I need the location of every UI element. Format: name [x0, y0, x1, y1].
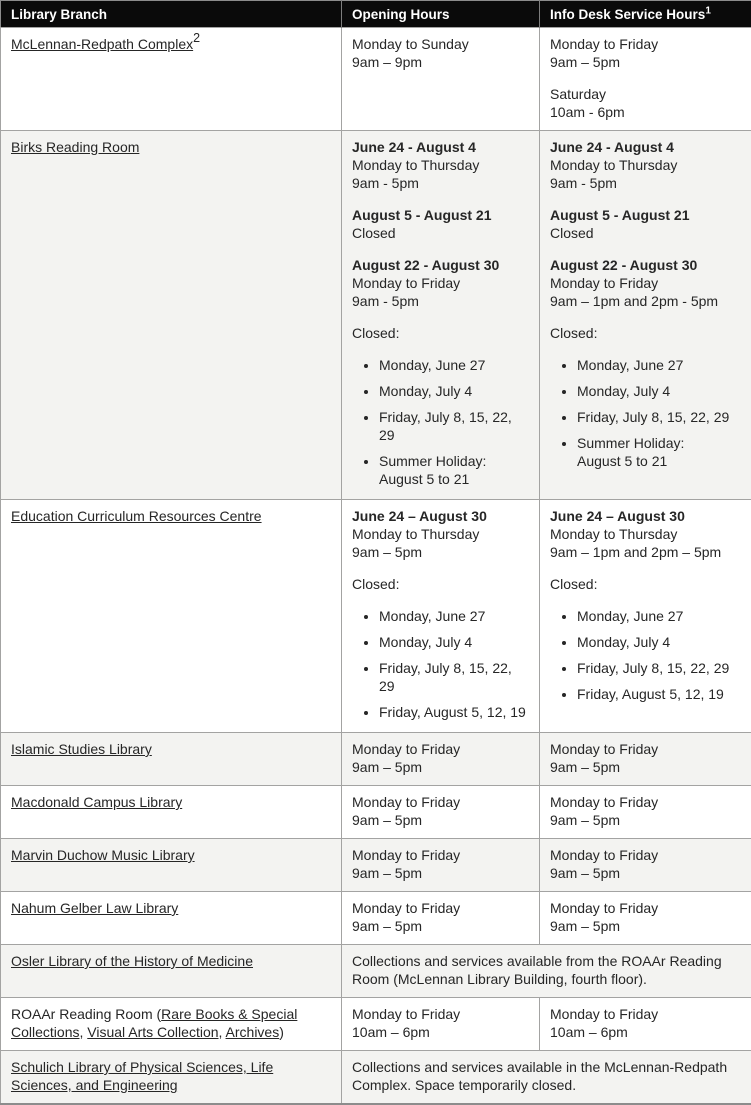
hours-text: Monday to Thursday — [352, 526, 479, 542]
branch-text: , — [219, 1024, 226, 1040]
hours-paragraph — [352, 206, 529, 242]
hours-text: Monday to Friday — [550, 1006, 658, 1022]
date-range-label: June 24 - August 4 — [352, 139, 476, 155]
branch-cell — [1, 1051, 342, 1105]
col-header-library-branch — [1, 1, 342, 28]
hours-text: 9am – 5pm — [550, 918, 620, 934]
opening-hours-cell — [342, 131, 540, 500]
hours-text: 9am – 9pm — [352, 54, 422, 70]
table-row — [1, 500, 751, 733]
hours-text: Closed: — [550, 576, 597, 592]
date-range-label: August 5 - August 21 — [550, 207, 690, 223]
hours-paragraph — [550, 899, 741, 935]
note-cell — [342, 1051, 751, 1105]
closed-date-item: • Friday, July 8, 15, 22, 29 — [379, 659, 529, 695]
opening-hours-cell — [342, 998, 540, 1051]
branch-link[interactable]: Islamic Studies Library — [11, 741, 152, 757]
table-row — [1, 786, 751, 839]
hours-paragraph — [550, 138, 741, 192]
hours-text: Monday to Friday — [352, 847, 460, 863]
closed-date-item: • Monday, July 4 — [379, 382, 529, 400]
branch-text: ) — [279, 1024, 284, 1040]
hours-text: 9am – 5pm — [352, 759, 422, 775]
hours-text: 9am – 5pm — [352, 865, 422, 881]
branch-cell — [1, 998, 342, 1051]
hours-paragraph — [352, 35, 529, 71]
branch-link[interactable]: Marvin Duchow Music Library — [11, 847, 195, 863]
closed-date-item: • Friday, July 8, 15, 22, 29 — [379, 408, 529, 444]
hours-paragraph — [352, 324, 529, 342]
closed-date-item: • Monday, July 4 — [379, 633, 529, 651]
branch-link[interactable]: Schulich Library of Physical Sciences, Life Sciences, and Engineering — [11, 1059, 273, 1093]
branch-cell — [1, 733, 342, 786]
closed-date-item: • Monday, June 27 — [379, 356, 529, 374]
header-row — [1, 1, 751, 28]
hours-paragraph — [352, 256, 529, 310]
hours-text: 9am – 5pm — [352, 918, 422, 934]
hours-text: Monday to Friday — [352, 275, 460, 291]
date-range-label: June 24 – August 30 — [352, 508, 487, 524]
hours-paragraph — [550, 575, 741, 593]
hours-text: Monday to Thursday — [550, 157, 677, 173]
hours-paragraph — [352, 575, 529, 593]
closed-date-item: • Friday, August 5, 12, 19 — [379, 703, 529, 721]
hours-paragraph — [352, 793, 529, 829]
hours-text: 9am – 5pm — [352, 812, 422, 828]
hours-paragraph — [550, 85, 741, 121]
note-cell — [342, 945, 751, 998]
closed-dates-list — [550, 356, 741, 470]
branch-link[interactable]: Nahum Gelber Law Library — [11, 900, 178, 916]
col-header-label: Library Branch — [11, 7, 107, 22]
hours-text: 9am - 5pm — [550, 175, 617, 191]
branch-text: , — [79, 1024, 87, 1040]
branch-cell — [1, 28, 342, 131]
branch-link[interactable]: Osler Library of the History of Medicine — [11, 953, 253, 969]
hours-paragraph — [352, 1005, 529, 1041]
hours-text: 9am – 5pm — [352, 544, 422, 560]
hours-paragraph — [550, 507, 741, 561]
info-desk-hours-cell — [540, 839, 751, 892]
closed-dates-list — [352, 356, 529, 488]
closed-dates-list — [352, 607, 529, 721]
table-row — [1, 839, 751, 892]
hours-text: 10am – 6pm — [352, 1024, 430, 1040]
col-header-info-desk-hours — [540, 1, 751, 28]
opening-hours-cell — [342, 733, 540, 786]
branch-link[interactable]: McLennan-Redpath Complex — [11, 36, 193, 52]
hours-paragraph — [550, 740, 741, 776]
hours-text: Monday to Friday — [550, 36, 658, 52]
hours-text: 9am - 5pm — [352, 293, 419, 309]
info-desk-hours-cell — [540, 786, 751, 839]
closed-date-item: • Summer Holiday: August 5 to 21 — [577, 434, 741, 470]
branch-link[interactable]: Rare Books & Special Collections — [11, 1006, 297, 1040]
hours-text: Closed — [550, 225, 594, 241]
info-desk-hours-cell — [540, 998, 751, 1051]
opening-hours-cell — [342, 500, 540, 733]
hours-text: Monday to Thursday — [550, 526, 677, 542]
table-row — [1, 945, 751, 998]
branch-link[interactable]: Macdonald Campus Library — [11, 794, 182, 810]
hours-text: Closed — [352, 225, 396, 241]
table-row — [1, 998, 751, 1051]
hours-text: Closed: — [352, 325, 399, 341]
col-header-label: Opening Hours — [352, 7, 450, 22]
closed-date-item: • Summer Holiday: August 5 to 21 — [379, 452, 529, 488]
hours-paragraph — [550, 846, 741, 882]
hours-paragraph — [352, 846, 529, 882]
hours-paragraph — [550, 206, 741, 242]
table-row — [1, 28, 751, 131]
opening-hours-cell — [342, 892, 540, 945]
hours-paragraph — [550, 793, 741, 829]
hours-paragraph — [550, 256, 741, 310]
hours-text: Monday to Sunday — [352, 36, 469, 52]
closed-dates-list — [550, 607, 741, 703]
branch-text: ROAAr Reading Room ( — [11, 1006, 161, 1022]
hours-text: 9am – 1pm and 2pm - 5pm — [550, 293, 718, 309]
hours-paragraph — [352, 507, 529, 561]
hours-text: Saturday — [550, 86, 606, 102]
hours-paragraph — [352, 1058, 741, 1094]
hours-text: Closed: — [550, 325, 597, 341]
opening-hours-cell — [342, 839, 540, 892]
hours-text: 9am – 5pm — [550, 865, 620, 881]
hours-text: 9am - 5pm — [352, 175, 419, 191]
branch-cell — [1, 945, 342, 998]
hours-paragraph — [352, 952, 741, 988]
branch-cell — [1, 131, 342, 500]
closed-date-item: • Friday, July 8, 15, 22, 29 — [577, 659, 741, 677]
branch-cell — [1, 500, 342, 733]
footnote-ref-1: 1 — [705, 6, 711, 17]
closed-date-item: • Monday, June 27 — [379, 607, 529, 625]
hours-text: Monday to Friday — [550, 741, 658, 757]
info-desk-hours-cell — [540, 500, 751, 733]
date-range-label: June 24 - August 4 — [550, 139, 674, 155]
col-header-opening-hours — [342, 1, 540, 28]
hours-text: Closed: — [352, 576, 399, 592]
table-row — [1, 733, 751, 786]
hours-text: Monday to Friday — [352, 741, 460, 757]
hours-text: Monday to Friday — [352, 794, 460, 810]
info-desk-hours-cell — [540, 733, 751, 786]
info-desk-hours-cell — [540, 131, 751, 500]
hours-text: Monday to Friday — [550, 275, 658, 291]
hours-paragraph — [550, 35, 741, 71]
hours-text: Monday to Friday — [550, 900, 658, 916]
branch-link[interactable]: Education Curriculum Resources Centre — [11, 508, 262, 524]
date-range-label: August 22 - August 30 — [352, 257, 499, 273]
closed-date-item: • Friday, July 8, 15, 22, 29 — [577, 408, 741, 426]
branch-link[interactable]: Archives — [226, 1024, 280, 1040]
branch-cell — [1, 839, 342, 892]
hours-paragraph — [352, 899, 529, 935]
footnote-ref-2: 2 — [193, 31, 200, 45]
hours-text: 9am – 1pm and 2pm – 5pm — [550, 544, 721, 560]
branch-link[interactable]: Visual Arts Collection — [87, 1024, 218, 1040]
closed-date-item: • Monday, June 27 — [577, 356, 741, 374]
hours-text: 9am – 5pm — [550, 54, 620, 70]
branch-cell — [1, 892, 342, 945]
branch-cell — [1, 786, 342, 839]
hours-text: Monday to Thursday — [352, 157, 479, 173]
hours-text: 10am - 6pm — [550, 104, 625, 120]
closed-date-item: • Monday, July 4 — [577, 633, 741, 651]
table-row — [1, 1051, 751, 1105]
opening-hours-cell — [342, 28, 540, 131]
hours-paragraph — [352, 740, 529, 776]
hours-text: 9am – 5pm — [550, 812, 620, 828]
table-row — [1, 131, 751, 500]
hours-text: 9am – 5pm — [550, 759, 620, 775]
closed-date-item: • Monday, July 4 — [577, 382, 741, 400]
col-header-label: Info Desk Service Hours — [550, 7, 705, 22]
hours-text: Collections and services available in the McLennan-Redpath Complex. Space temporarily closed. — [352, 1059, 727, 1093]
date-range-label: August 22 - August 30 — [550, 257, 697, 273]
branch-link[interactable]: Birks Reading Room — [11, 139, 139, 155]
info-desk-hours-cell — [540, 892, 751, 945]
hours-paragraph — [352, 138, 529, 192]
closed-date-item: • Monday, June 27 — [577, 607, 741, 625]
opening-hours-cell — [342, 786, 540, 839]
hours-text: Monday to Friday — [550, 794, 658, 810]
date-range-label: August 5 - August 21 — [352, 207, 492, 223]
hours-text: Monday to Friday — [550, 847, 658, 863]
hours-text: Collections and services available from the ROAAr Reading Room (McLennan Library Building, fourth floor). — [352, 953, 722, 987]
hours-paragraph — [550, 324, 741, 342]
hours-text: 10am – 6pm — [550, 1024, 628, 1040]
hours-text: Monday to Friday — [352, 1006, 460, 1022]
table-row — [1, 892, 751, 945]
table-body — [1, 28, 751, 1105]
date-range-label: June 24 – August 30 — [550, 508, 685, 524]
closed-date-item: • Friday, August 5, 12, 19 — [577, 685, 741, 703]
info-desk-hours-cell — [540, 28, 751, 131]
hours-text: Monday to Friday — [352, 900, 460, 916]
hours-paragraph — [550, 1005, 741, 1041]
